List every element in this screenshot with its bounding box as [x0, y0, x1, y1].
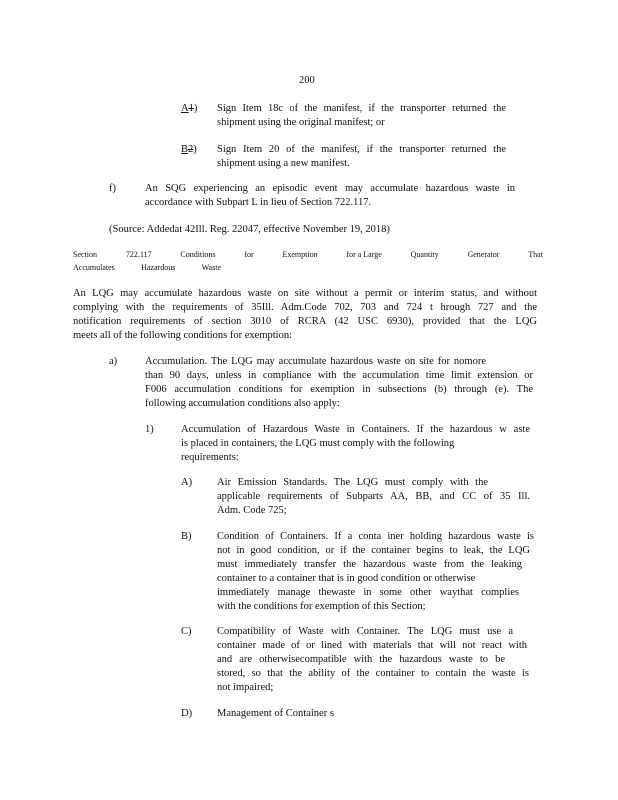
heading-word: That [528, 250, 543, 259]
item-a-label-close: ) [193, 103, 198, 114]
subitem-b-line-4: container to a container that is in good condition or otherwise [217, 573, 476, 584]
item-b-label-new: B [181, 144, 189, 155]
item-1-line-1: Accumulation of Hazardous Waste in Containers. If the hazardous w aste [181, 424, 530, 435]
subitem-a-label: A) [181, 477, 193, 488]
section-heading-line-1 [73, 249, 543, 261]
heading-word: Quantity [410, 250, 439, 259]
item-a-label-new: A [181, 103, 189, 114]
item-a-sub-label: a) [109, 356, 118, 367]
item-1-label: 1) [145, 424, 154, 435]
heading-word: 722.117 [125, 250, 152, 259]
heading-word: Accumulates [73, 263, 115, 272]
subitem-b-line-5: immediately manage thewaste in some other waythat complies [217, 587, 519, 598]
intro-line-2: complying with the requirements of 35Ill. Adm.Code 702, 703 and 724 t hrough 727 and the [73, 302, 537, 313]
item-a-sub-line-1: Accumulation. The LQG may accumulate hazardous waste on site for nomore [145, 356, 486, 367]
heading-word: Exemption [282, 250, 318, 259]
item-a-sub-line-2: than 90 days, unless in compliance with the accumulation time limit extension or [145, 370, 533, 381]
heading-word: for a Large [346, 250, 382, 259]
subitem-c-line-2: container made of or lined with materials that will not react with [217, 640, 527, 651]
heading-word: Generator [467, 250, 500, 259]
subitem-d-label: D) [181, 708, 193, 719]
intro-line-4: meets all of the following conditions for exemption: [73, 330, 292, 341]
subitem-c-line-1: Compatibility of Waste with Container. The LQG must use a [217, 626, 513, 637]
section-heading-line-2 [73, 262, 221, 274]
source-note: (Source: Addedat 42Ill. Reg. 22047, effective November 19, 2018) [109, 224, 390, 235]
subitem-a-line-2: applicable requirements of Subparts AA, BB, and CC of 35 Ill. [217, 491, 530, 502]
subitem-a-line-1: Air Emission Standards. The LQG must comply with the [217, 477, 488, 488]
item-f-line-1: An SQG experiencing an episodic event may accumulate hazardous waste in [145, 183, 515, 194]
item-a-line-1: Sign Item 18c of the manifest, if the transporter returned the [217, 103, 506, 114]
heading-word: Section [73, 250, 97, 259]
subitem-c-line-5: not impaired; [217, 682, 274, 693]
item-b-line-1: Sign Item 20 of the manifest, if the transporter returned the [217, 144, 506, 155]
item-a-line-2: shipment using the original manifest; or [217, 117, 385, 128]
intro-line-1: An LQG may accumulate hazardous waste on site without a permit or interim status, and without [73, 288, 537, 299]
subitem-c-label: C) [181, 626, 192, 637]
item-a-sub-line-3: F006 accumulation conditions for exemption in subsections (b) through (e). The [145, 384, 533, 395]
item-a-label [181, 102, 197, 116]
intro-line-3: notification requirements of section 3010 of RCRA (42 USC 6930), provided that the LQG [73, 316, 537, 327]
heading-word: Conditions [180, 250, 216, 259]
subitem-c-line-3: and are otherwisecompatible with the hazardous waste to be [217, 654, 505, 665]
item-a-sub-line-4: following accumulation conditions also apply: [145, 398, 340, 409]
subitem-b-line-6: with the conditions for exemption of this Section; [217, 601, 426, 612]
heading-word: Waste [201, 263, 221, 272]
item-b-label [181, 143, 197, 157]
item-f-label: f) [109, 183, 116, 194]
subitem-a-line-3: Adm. Code 725; [217, 505, 287, 516]
subitem-b-label: B) [181, 531, 192, 542]
item-b-line-2: shipment using a new manifest. [217, 158, 350, 169]
heading-word: Hazardous [141, 263, 176, 272]
item-a-label-old: 1 [188, 103, 194, 114]
item-b-label-old: 2 [188, 144, 194, 155]
item-f-line-2: accordance with Subpart L in lieu of Section 722.117. [145, 197, 372, 208]
subitem-b-line-3: must immediately transfer the hazardous waste from the leaking [217, 559, 522, 570]
item-b-label-close: ) [193, 144, 197, 155]
subitem-c-line-4: stored, so that the ability of the container to contain the waste is [217, 668, 529, 679]
page-number: 200 [299, 75, 315, 86]
item-1-line-2: is placed in containers, the LQG must comply with the following [181, 438, 455, 449]
subitem-b-line-2: not in good condition, or if the container begins to leak, the LQG [217, 545, 530, 556]
heading-word: for [244, 250, 254, 259]
subitem-b-line-1: Condition of Containers. If a conta iner holding hazardous waste is [217, 531, 534, 542]
item-1-line-3: requirements: [181, 452, 239, 463]
subitem-d-line-1: Management of Container s [217, 708, 334, 719]
